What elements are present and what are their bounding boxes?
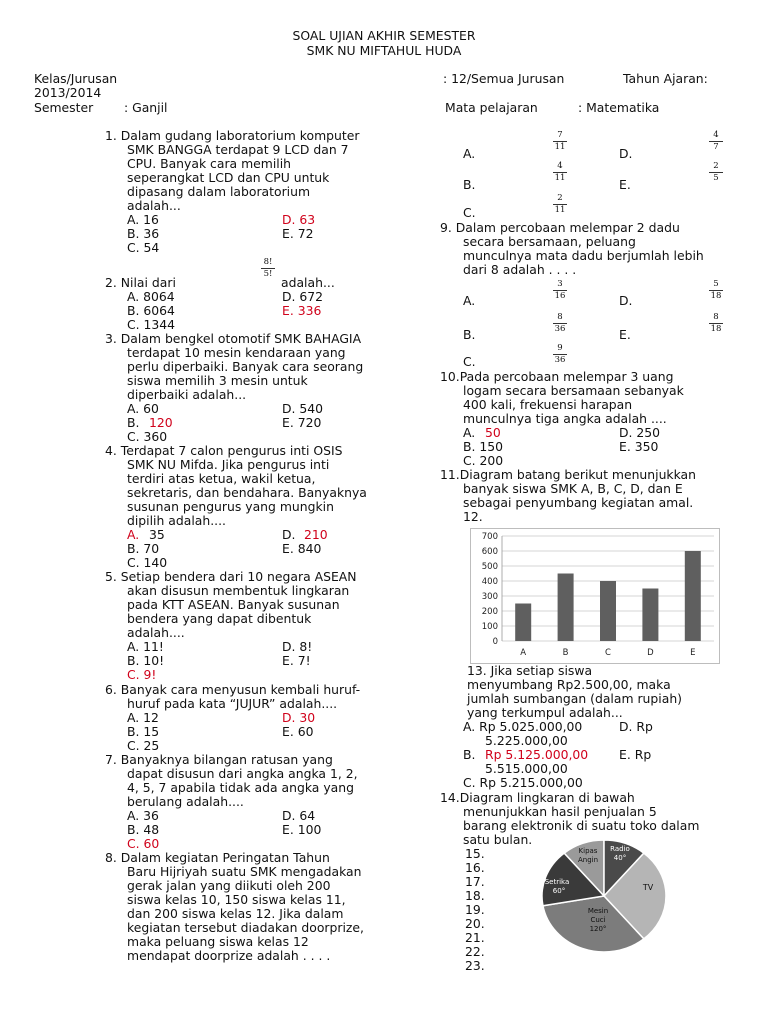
pie-label-radio: 40° xyxy=(613,854,627,862)
q4-option-a: 35 xyxy=(149,527,165,542)
q14-line: menunjukkan hasil penjualan 5 xyxy=(463,804,657,819)
q9-option-d: D. xyxy=(619,293,633,308)
q13-line: yang terkumpul adalah... xyxy=(467,705,623,720)
q4-option-d-answer: 210 xyxy=(304,527,328,542)
fraction-denominator: 11 xyxy=(554,205,566,215)
bar-C xyxy=(600,581,616,641)
q4-line: dipilih adalah.... xyxy=(127,513,226,528)
q3-option-b: B. xyxy=(127,415,140,430)
q14-line: satu bulan. xyxy=(463,832,533,847)
q5-line: bendera yang dapat dibentuk xyxy=(127,611,312,626)
q2-fraction xyxy=(261,258,275,279)
q11-line: 11.Diagram batang berikut menunjukkan xyxy=(440,467,697,482)
fraction-denominator: 18 xyxy=(710,291,722,301)
pie-label-mesin: Mesin xyxy=(587,907,609,915)
q4-line: sekretaris, dan bendahara. Banyaknya xyxy=(127,485,367,500)
q10-line: munculnya tiga angka adalah .... xyxy=(463,411,667,426)
q7-option-d: D. 64 xyxy=(282,808,316,823)
fraction-denominator: 7 xyxy=(713,142,719,152)
q3-option-b-answer: 120 xyxy=(149,415,173,430)
fraction-numerator: 8! xyxy=(261,258,275,269)
q8-line: Baru Hijriyah suatu SMK mengadakan xyxy=(127,864,362,879)
mapel-label: Mata pelajaran xyxy=(445,100,538,115)
bar-A xyxy=(515,604,531,642)
q10-line: 10.Pada percobaan melempar 3 uang xyxy=(440,369,674,384)
q13-option-e-cont: 5.515.000,00 xyxy=(485,761,568,776)
fraction-numerator: 5 xyxy=(709,280,723,291)
q7-line: 4, 5, 7 apabila tidak ada angka yang xyxy=(127,780,354,795)
fraction-numerator: 8 xyxy=(553,313,567,324)
q3-option-c: C. 360 xyxy=(127,429,168,444)
q13-option-b-letter: B. xyxy=(463,747,476,762)
fraction-denominator: 11 xyxy=(554,142,566,152)
q9-frac-e xyxy=(709,313,723,334)
bar-D xyxy=(642,589,658,642)
q5-line: 5. Setiap bendera dari 10 negara ASEAN xyxy=(105,569,357,584)
q10-option-e: E. 350 xyxy=(619,439,659,454)
fraction-denominator: 16 xyxy=(554,291,566,301)
q8-option-b: B. xyxy=(463,177,476,192)
y-tick-label: 700 xyxy=(481,532,498,542)
q5-option-b: B. 10! xyxy=(127,653,165,668)
q5-option-e: E. 7! xyxy=(282,653,311,668)
q1-line: SMK BANGGA terdapat 9 LCD dan 7 xyxy=(127,142,349,157)
school-name: SMK NU MIFTAHUL HUDA xyxy=(306,43,462,58)
q7-line: dapat disusun dari angka angka 1, 2, xyxy=(127,766,358,781)
x-tick-label: C xyxy=(605,648,611,658)
q14-line: 14.Diagram lingkaran di bawah xyxy=(440,790,635,805)
q2-option-c: C. 1344 xyxy=(127,317,176,332)
q6-option-b: B. 15 xyxy=(127,724,160,739)
fraction-numerator: 4 xyxy=(553,162,567,173)
kelas-label: Kelas/Jurusan xyxy=(34,71,118,86)
q7-option-c-answer: C. 60 xyxy=(127,836,160,851)
fraction-numerator: 8 xyxy=(709,313,723,324)
question-number: 21. xyxy=(465,930,485,945)
y-tick-label: 300 xyxy=(481,592,498,602)
x-tick-label: D xyxy=(647,648,654,658)
q2-suffix: adalah... xyxy=(281,275,335,290)
q1-line: 1. Dalam gudang laboratorium komputer xyxy=(105,128,360,143)
q13-line: jumlah sumbangan (dalam rupiah) xyxy=(467,691,683,706)
tahun-value: 2013/2014 xyxy=(34,85,102,100)
q9-option-b: B. xyxy=(463,327,476,342)
q1-line: adalah... xyxy=(127,198,181,213)
q11-line: sebagai penyumbang kegiatan amal. xyxy=(463,495,694,510)
q8-line: kegiatan tersebut diadakan doorprize, xyxy=(127,920,364,935)
pie-label-mesin: Cuci xyxy=(590,916,606,924)
q13-line: menyumbang Rp2.500,00, maka xyxy=(467,677,671,692)
q13-option-d: D. Rp xyxy=(619,719,653,734)
fraction-denominator: 5 xyxy=(713,173,719,183)
q5-option-c-answer: C. 9! xyxy=(127,667,157,682)
q5-line: pada KTT ASEAN. Banyak susunan xyxy=(127,597,340,612)
pie-label-kipas: Angin xyxy=(577,856,599,864)
q5-option-d: D. 8! xyxy=(282,639,313,654)
q4-line: 4. Terdapat 7 calon pengurus inti OSIS xyxy=(105,443,343,458)
q3-option-e: E. 720 xyxy=(282,415,322,430)
q8-frac-e xyxy=(709,162,723,183)
fraction-numerator: 4 xyxy=(709,131,723,142)
q2-prefix: 2. Nilai dari xyxy=(105,275,176,290)
exam-title: SOAL UJIAN AKHIR SEMESTER xyxy=(292,28,476,43)
q9-line: 9. Dalam percobaan melempar 2 dadu xyxy=(440,220,680,235)
q8-option-a: A. xyxy=(463,146,476,161)
q9-line: secara bersamaan, peluang xyxy=(463,234,636,249)
q4-option-d-letter: D. xyxy=(282,527,296,542)
q3-line: diperbaiki adalah... xyxy=(127,387,247,402)
q13-option-b-answer: Rp 5.125.000,00 xyxy=(485,747,589,762)
q8-frac-a xyxy=(553,131,567,152)
pie-label-setrika: Setrika xyxy=(544,878,570,886)
x-tick-label: A xyxy=(520,648,527,658)
q8-frac-c xyxy=(553,194,567,215)
q3-line: siswa memilih 3 mesin untuk xyxy=(127,373,308,388)
q10-option-d: D. 250 xyxy=(619,425,661,440)
fraction-denominator: 36 xyxy=(554,324,566,334)
q6-option-c: C. 25 xyxy=(127,738,160,753)
pie-label-kipas: Kipas xyxy=(578,847,598,855)
q1-option-e: E. 72 xyxy=(282,226,314,241)
q2-option-b: B. 6064 xyxy=(127,303,175,318)
q9-option-a: A. xyxy=(463,293,476,308)
q4-option-c: C. 140 xyxy=(127,555,168,570)
q5-line: adalah.... xyxy=(127,625,185,640)
q8-line: 8. Dalam kegiatan Peringatan Tahun xyxy=(105,850,330,865)
q8-line: mendapat doorprize adalah . . . . xyxy=(127,948,331,963)
q1-line: seperangkat LCD dan CPU untuk xyxy=(127,170,330,185)
kelas-value: : 12/Semua Jurusan xyxy=(443,71,565,86)
q8-option-c: C. xyxy=(463,205,476,220)
q3-line: perlu diperbaiki. Banyak cara seorang xyxy=(127,359,364,374)
semester-label: Semester xyxy=(34,100,94,115)
q6-line: 6. Banyak cara menyusun kembali huruf- xyxy=(105,682,361,697)
q10-option-c: C. 200 xyxy=(463,453,504,468)
question-number: 20. xyxy=(465,916,485,931)
q2-option-a: A. 8064 xyxy=(127,289,175,304)
fraction-denominator: 5! xyxy=(263,269,273,279)
q2-option-e-answer: E. 336 xyxy=(282,303,322,318)
q11-line: banyak siswa SMK A, B, C, D, dan E xyxy=(463,481,683,496)
question-number: 18. xyxy=(465,888,485,903)
q4-option-e: E. 840 xyxy=(282,541,322,556)
q10-option-a-answer: 50 xyxy=(485,425,501,440)
x-tick-label: B xyxy=(562,648,569,658)
question-number: 16. xyxy=(465,860,485,875)
pie-label-tv: TV xyxy=(642,883,654,892)
fraction-numerator: 3 xyxy=(553,280,567,291)
q13-option-e: E. Rp xyxy=(619,747,652,762)
y-tick-label: 600 xyxy=(481,547,498,557)
q10-option-a-letter: A. xyxy=(463,425,476,440)
tahun-label: Tahun Ajaran: xyxy=(623,71,708,86)
q6-option-e: E. 60 xyxy=(282,724,314,739)
pie-chart xyxy=(534,838,674,956)
q1-option-d-answer: D. 63 xyxy=(282,212,316,227)
fraction-numerator: 2 xyxy=(553,194,567,205)
question-number: 15. xyxy=(465,846,485,861)
q1-option-b: B. 36 xyxy=(127,226,160,241)
q4-line: SMK NU Mifda. Jika pengurus inti xyxy=(127,457,330,472)
q10-line: logam secara bersamaan sebanyak xyxy=(463,383,684,398)
q9-frac-d xyxy=(709,280,723,301)
q13-line: 13. Jika setiap siswa xyxy=(467,663,593,678)
fraction-denominator: 11 xyxy=(554,173,566,183)
y-tick-label: 200 xyxy=(481,607,498,617)
fraction-numerator: 9 xyxy=(553,344,567,355)
y-tick-label: 500 xyxy=(481,562,498,572)
q13-option-d-cont: 5.225.000,00 xyxy=(485,733,568,748)
q1-option-a: A. 16 xyxy=(127,212,159,227)
bar-E xyxy=(685,551,701,641)
q9-option-e: E. xyxy=(619,327,631,342)
q6-option-a: A. 12 xyxy=(127,710,159,725)
question-number: 19. xyxy=(465,902,485,917)
q6-line: huruf pada kata “JUJUR” adalah.... xyxy=(127,696,338,711)
q7-option-a: A. 36 xyxy=(127,808,159,823)
q10-line: 400 kali, frekuensi harapan xyxy=(463,397,633,412)
pie-label-mesin: 120° xyxy=(589,925,607,933)
q8-line: dan 200 siswa kelas 12. Jika dalam xyxy=(127,906,344,921)
q9-frac-b xyxy=(553,313,567,334)
q8-line: gerak jalan yang diikuti oleh 200 xyxy=(127,878,331,893)
q7-line: berulang adalah.... xyxy=(127,794,244,809)
q9-option-c: C. xyxy=(463,354,476,369)
fraction-numerator: 7 xyxy=(553,131,567,142)
q3-line: 3. Dalam bengkel otomotif SMK BAHAGIA xyxy=(105,331,362,346)
q1-line: dipasang dalam laboratorium xyxy=(127,184,311,199)
q1-option-c: C. 54 xyxy=(127,240,160,255)
question-number: 22. xyxy=(465,944,485,959)
question-number: 17. xyxy=(465,874,485,889)
pie-label-radio: Radio xyxy=(610,845,630,853)
q8-frac-d xyxy=(709,131,723,152)
q9-line: munculnya mata dadu berjumlah lebih xyxy=(463,248,704,263)
y-tick-label: 400 xyxy=(481,577,498,587)
q8-option-d: D. xyxy=(619,146,633,161)
semester-value: : Ganjil xyxy=(124,100,168,115)
fraction-denominator: 18 xyxy=(710,324,722,334)
q9-line: dari 8 adalah . . . . xyxy=(463,262,577,277)
bar-chart xyxy=(470,528,720,664)
q8-option-e: E. xyxy=(619,177,631,192)
q7-line: 7. Banyaknya bilangan ratusan yang xyxy=(105,752,333,767)
q9-frac-a xyxy=(553,280,567,301)
q5-option-a: A. 11! xyxy=(127,639,164,654)
q1-line: CPU. Banyak cara memilih xyxy=(127,156,292,171)
fraction-numerator: 2 xyxy=(709,162,723,173)
q3-option-d: D. 540 xyxy=(282,401,324,416)
q7-option-e: E. 100 xyxy=(282,822,322,837)
q4-option-b: B. 70 xyxy=(127,541,160,556)
q8-line: maka peluang siswa kelas 12 xyxy=(127,934,309,949)
x-tick-label: E xyxy=(690,648,696,658)
q3-line: terdapat 10 mesin kendaraan yang xyxy=(127,345,346,360)
q14-line: barang elektronik di suatu toko dalam xyxy=(463,818,700,833)
pie-label-setrika: 60° xyxy=(552,887,566,895)
q6-option-d-answer: D. 30 xyxy=(282,710,316,725)
q7-option-b: B. 48 xyxy=(127,822,160,837)
q8-line: siswa kelas 10, 150 siswa kelas 11, xyxy=(127,892,346,907)
fraction-denominator: 36 xyxy=(554,355,566,365)
q9-frac-c xyxy=(553,344,567,365)
q4-line: terdiri atas ketua, wakil ketua, xyxy=(127,471,316,486)
q10-option-b: B. 150 xyxy=(463,439,504,454)
mapel-value: : Matematika xyxy=(578,100,660,115)
q3-option-a: A. 60 xyxy=(127,401,159,416)
q4-line: susunan pengurus yang mungkin xyxy=(127,499,334,514)
q5-line: akan disusun membentuk lingkaran xyxy=(127,583,350,598)
q13-option-a: A. Rp 5.025.000,00 xyxy=(463,719,583,734)
question-number: 23. xyxy=(465,958,485,973)
q8-frac-b xyxy=(553,162,567,183)
bar-B xyxy=(558,574,574,642)
q4-option-a-letter: A. xyxy=(127,527,140,542)
q2-option-d: D. 672 xyxy=(282,289,324,304)
y-tick-label: 100 xyxy=(481,622,498,632)
q12-number: 12. xyxy=(463,509,483,524)
q13-option-c: C. Rp 5.215.000,00 xyxy=(463,775,583,790)
y-tick-label: 0 xyxy=(492,637,498,647)
